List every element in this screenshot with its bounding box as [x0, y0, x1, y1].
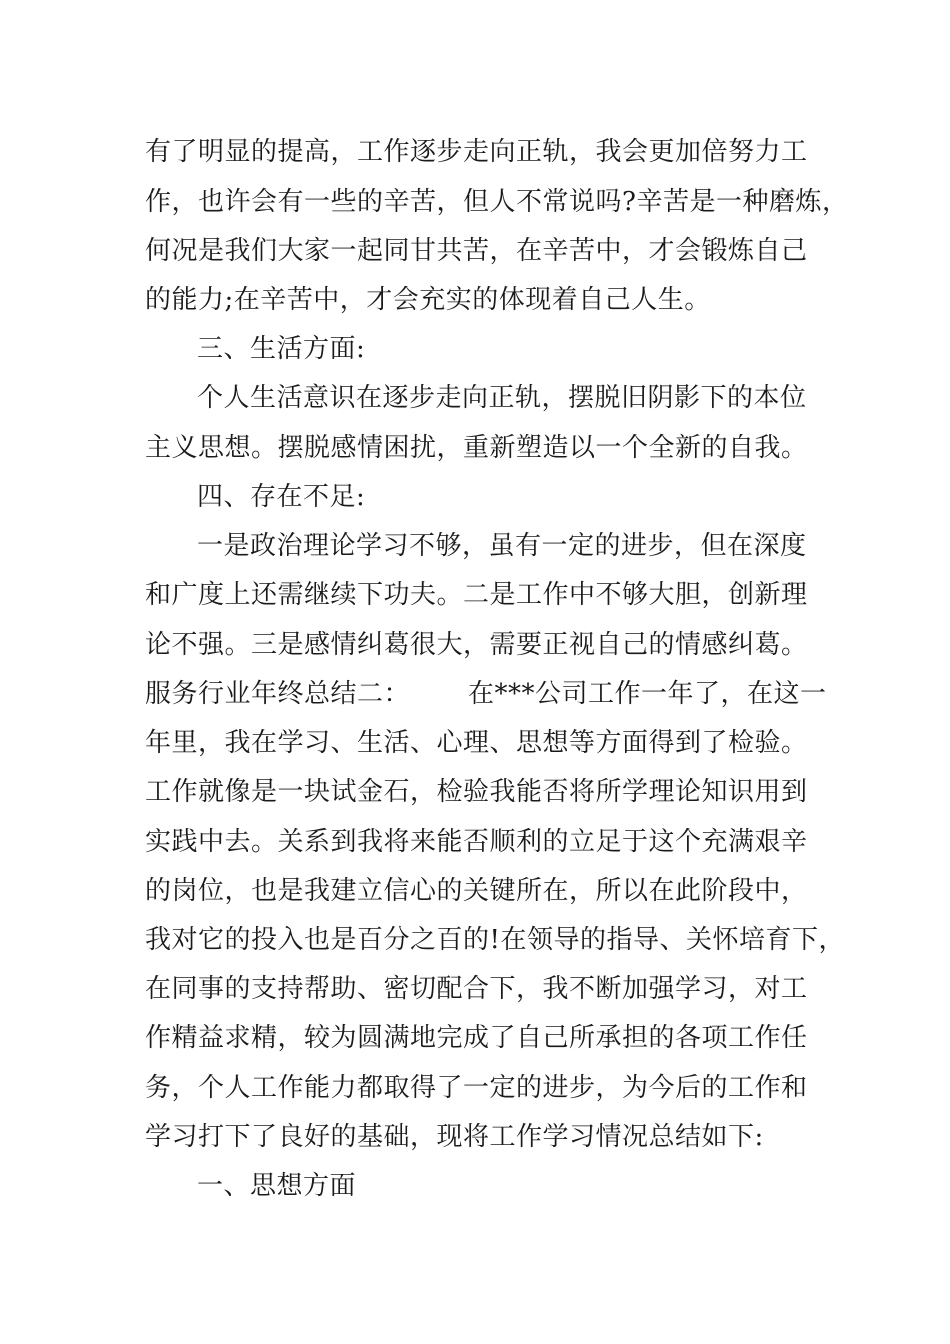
text-line: 有了明显的提高，工作逐步走向正轨，我会更加倍努力工: [145, 137, 808, 167]
text-line: 的岗位，也是我建立信心的关键所在，所以在此阶段中，: [145, 876, 808, 906]
text-line: 一是政治理论学习不够，虽有一定的进步，但在深度: [197, 531, 807, 561]
text-line: 务，个人工作能力都取得了一定的进步，为今后的工作和: [145, 1073, 808, 1103]
text-line: 论不强。三是感情纠葛很大，需要正视自己的情感纠葛。: [145, 630, 808, 660]
text-line: 作，也许会有一些的辛苦，但人不常说吗?辛苦是一种磨炼，: [145, 187, 849, 217]
text-line: 学习打下了良好的基础，现将工作学习情况总结如下:: [145, 1122, 764, 1152]
text-line: 年里，我在学习、生活、心理、思想等方面得到了检验。: [145, 728, 808, 758]
text-line: 主义思想。摆脱感情困扰，重新塑造以一个全新的自我。: [145, 433, 808, 463]
text-line: 作精益求精，较为圆满地完成了自己所承担的各项工作任: [145, 1023, 808, 1053]
text-line: 的能力;在辛苦中，才会充实的体现着自己人生。: [145, 285, 711, 315]
text-line: 何况是我们大家一起同甘共苦，在辛苦中，才会锻炼自己: [145, 236, 808, 266]
text-line: 在同事的支持帮助、密切配合下，我不断加强学习，对工: [145, 974, 808, 1004]
text-line: 我对它的投入也是百分之百的!在领导的指导、关怀培育下，: [145, 925, 845, 955]
text-line: 和广度上还需继续下功夫。二是工作中不够大胆，创新理: [145, 580, 808, 610]
section-heading: 一、思想方面: [197, 1171, 357, 1201]
section-heading: 四、存在不足:: [197, 482, 366, 512]
text-span: 在***公司工作一年了，在这一: [468, 679, 827, 709]
text-line: 个人生活意识在逐步走向正轨，摆脱旧阴影下的本位: [197, 383, 807, 413]
section-heading: 三、生活方面:: [197, 334, 366, 364]
summary-title: 服务行业年终总结二：: [145, 679, 411, 709]
text-line: 工作就像是一块试金石，检验我能否将所学理论知识用到: [145, 777, 808, 807]
text-line: [145, 677, 827, 711]
text-line: 实践中去。关系到我将来能否顺利的立足于这个充满艰辛: [145, 827, 808, 857]
